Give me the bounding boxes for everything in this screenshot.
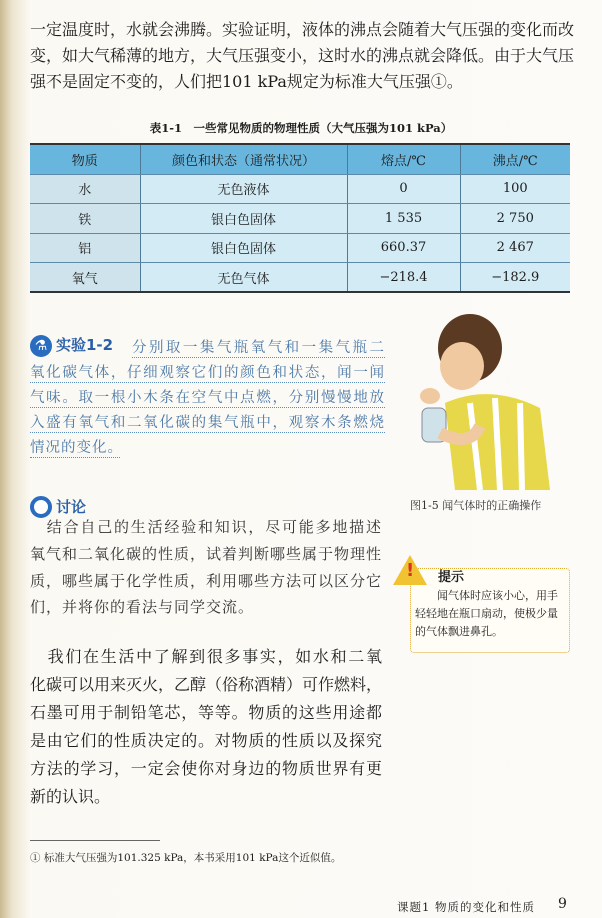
properties-table — [30, 143, 570, 293]
table-row — [30, 174, 570, 204]
intro-line: 强不是固定不变的，人们把101 kPa规定为标准大气压强①。 — [30, 72, 463, 91]
cell: 2 467 — [460, 233, 570, 263]
experiment-line: 气味。取一根小木条在空气中点燃，分别慢慢地放 — [30, 386, 385, 408]
cell: 0 — [347, 174, 460, 204]
discussion-title: 讨论 — [56, 498, 87, 516]
boy-smelling-gas-illustration — [400, 308, 565, 490]
figure-caption: 图1-5 闻气体时的正确操作 — [410, 499, 542, 512]
intro-line: 变，如大气稀薄的地方，大气压强变小，这时水的沸点就会降低。由于大气压 — [30, 46, 575, 65]
experiment-line: 分别取一集气瓶氧气和一集气瓶二 — [132, 336, 385, 358]
cell: 铝 — [30, 233, 140, 263]
experiment-title: 实验1-2 — [56, 336, 114, 354]
header-cell: 物质 — [30, 144, 140, 174]
cell: 无色液体 — [140, 174, 347, 204]
cell: −218.4 — [347, 263, 460, 293]
chapter-footer: 课题1 物质的变化和性质 — [397, 900, 535, 914]
cell: 无色气体 — [140, 263, 347, 293]
experiment-line: 入盛有氧气和二氧化碳的集气瓶中，观察木条燃烧 — [30, 411, 385, 433]
flask-icon: ⚗ — [30, 335, 52, 357]
table-header-row — [30, 144, 570, 174]
cell: 100 — [460, 174, 570, 204]
cell: 银白色固体 — [140, 233, 347, 263]
table-row — [30, 233, 570, 263]
discussion-line: 们，并将你的看法与同学交流。 — [30, 598, 255, 616]
cell: 1 535 — [347, 204, 460, 234]
paragraph-line: 是由它们的性质决定的。对物质的性质以及探究 — [30, 731, 382, 750]
cell: 氧气 — [30, 263, 140, 293]
footnote-divider — [30, 840, 160, 841]
table-row — [30, 263, 570, 293]
header-cell: 熔点/℃ — [347, 144, 460, 174]
experiment-line: 氧化碳气体，仔细观察它们的颜色和状态，闻一闻 — [30, 361, 385, 383]
header-cell: 颜色和状态（通常状况） — [140, 144, 347, 174]
discussion-line: 质，哪些属于化学性质，利用哪些方法可以区分它 — [30, 572, 383, 590]
header-cell: 沸点/℃ — [460, 144, 570, 174]
paragraph-line: 新的认识。 — [30, 787, 111, 806]
cell: 2 750 — [460, 204, 570, 234]
paragraph-line: 方法的学习，一定会使你对身边的物质世界有更 — [30, 759, 382, 778]
tip-text: 闻气体时应该小心，用手轻轻地在瓶口扇动，使极少量的气体飘进鼻孔。 — [415, 589, 558, 638]
cell: 水 — [30, 174, 140, 204]
footnote: ① 标准大气压强为101.325 kPa，本书采用101 kPa这个近似值。 — [30, 852, 342, 864]
cell: −182.9 — [460, 263, 570, 293]
tip-title: 提示 — [438, 570, 465, 585]
paragraph-line: 化碳可以用来灭火，乙醇（俗称酒精）可作燃料， — [30, 675, 383, 694]
paragraph-line: 我们在生活中了解到很多事实，如水和二氧 — [30, 647, 382, 666]
discussion-icon — [30, 496, 52, 518]
cell: 银白色固体 — [140, 204, 347, 234]
cell: 660.37 — [347, 233, 460, 263]
intro-line: 一定温度时，水就会沸腾。实验证明，液体的沸点会随着大气压强的变化而改 — [30, 20, 575, 39]
page-number: 9 — [558, 896, 567, 912]
paragraph-line: 石墨可用于制铅笔芯，等等。物质的这些用途都 — [30, 703, 382, 722]
table-row — [30, 204, 570, 234]
discussion-line: 结合自己的生活经验和知识，尽可能多地描述 — [30, 518, 382, 536]
table-caption: 表1-1 一些常见物质的物理性质（大气压强为101 kPa） — [149, 121, 453, 135]
discussion-line: 氧气和二氧化碳的性质，试着判断哪些属于物理性 — [30, 545, 383, 563]
cell: 铁 — [30, 204, 140, 234]
exclamation-icon: ! — [406, 560, 415, 581]
experiment-line: 情况的变化。 — [30, 436, 120, 458]
